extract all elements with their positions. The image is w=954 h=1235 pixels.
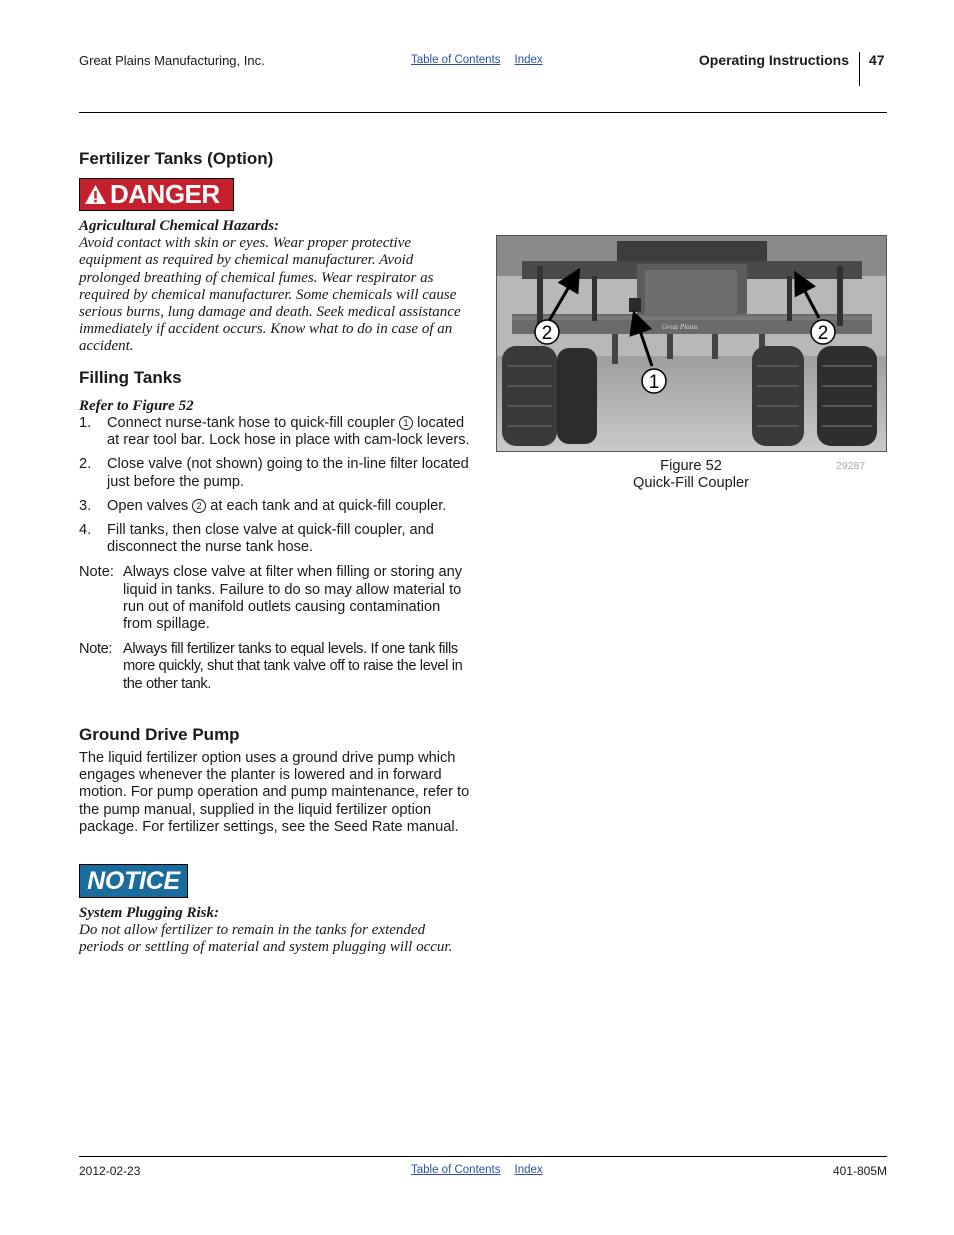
svg-text:2: 2 (817, 323, 829, 344)
section-heading-filling: Filling Tanks (79, 368, 182, 387)
header-company: Great Plains Manufacturing, Inc. (79, 53, 265, 68)
hazard-message (79, 218, 471, 356)
header-toc-link[interactable]: Table of Contents (411, 54, 501, 66)
svg-text:2: 2 (541, 323, 553, 344)
header-divider (859, 52, 860, 86)
page-number: 47 (869, 52, 885, 68)
footer-doc-number: 401-805M (832, 1164, 887, 1178)
footer-index-link[interactable]: Index (514, 1164, 543, 1176)
figure-title: Quick-Fill Coupler (633, 475, 749, 492)
list-item: 2. Close valve (not shown) going to the in-line filter located just before the pump. (79, 456, 469, 490)
footer-links (411, 1164, 543, 1176)
section-heading-fertilizer: Fertilizer Tanks (Option) (79, 149, 274, 168)
figure-image-id: 29287 (836, 460, 866, 472)
pump-paragraph: The liquid fertilizer option uses a ground drive pump which engages whenever the planter is lowered and in forward motion. For pump operation and pump maintenance, refer to the pump manual, supplied in the liquid fertilizer option package. For fertilizer settings, see the Seed Rate manual. (79, 750, 470, 835)
header-rule (79, 112, 887, 113)
callout-2-left (535, 320, 559, 344)
planter-photo (497, 236, 886, 451)
footer-date: 2012-02-23 (79, 1164, 141, 1178)
brand-mark-text: Great Plains (662, 323, 698, 331)
notice-title: System Plugging Risk: (79, 905, 220, 921)
callout-1-marker: 1 (399, 416, 413, 430)
notice-text: Do not allow fertilizer to remain in the tanks for extended periods or settling of material and system plugging will occur. (79, 922, 453, 956)
notice-label (79, 864, 188, 898)
notice-message (79, 905, 471, 957)
list-item: 1. Connect nurse-tank hose to quick-fill coupler 1 located at rear tool bar. Lock hose in place with cam-lock levers. (79, 415, 470, 449)
callout-2-marker: 2 (192, 499, 206, 513)
header-index-link[interactable]: Index (514, 54, 543, 66)
footer-rule (79, 1156, 887, 1157)
hazard-text: Avoid contact with skin or eyes. Wear proper protective equipment as required by chemical manufacturer. Avoid prolonged breathing of chemical fumes. Wear respirator as required by chemical manufacturer. Some chemicals will cause serious burns, lung damage and death. Seek medical assistance immediately if accident occurs. Know what to do in case of an accident. (79, 235, 461, 355)
header-section-title: Operating Instructions (698, 52, 849, 68)
list-item: 3. Open valves 2 at each tank and at quick-fill coupler. (79, 497, 447, 514)
note-item: Note: Always fill fertilizer tanks to equal levels. If one tank fills more quickly, shut that tank valve off to raise the level in the other tank. (79, 641, 463, 692)
figure-image (496, 235, 887, 452)
header-links (411, 54, 543, 66)
notice-word: NOTICE (87, 866, 180, 895)
callout-2-right (811, 320, 835, 344)
filling-steps (79, 415, 471, 701)
hazard-title: Agricultural Chemical Hazards: (79, 218, 280, 234)
danger-label (79, 178, 234, 211)
figure-caption (596, 458, 786, 493)
warning-triangle-icon (84, 184, 107, 205)
svg-text:1: 1 (648, 372, 660, 393)
danger-word: DANGER (110, 179, 220, 209)
figure-number: Figure 52 (660, 458, 722, 474)
footer-toc-link[interactable]: Table of Contents (411, 1164, 501, 1176)
figure-reference: Refer to Figure 52 (79, 398, 194, 414)
list-item: 4. Fill tanks, then close valve at quick-fill coupler, and disconnect the nurse tank hose. (79, 522, 434, 556)
section-heading-pump: Ground Drive Pump (79, 725, 240, 744)
callout-1 (642, 369, 666, 393)
note-item: Note: Always close valve at filter when filling or storing any liquid in tanks. Failure to do so may allow material to run out of manifold outlets causing contamination from spillage. (79, 564, 463, 633)
